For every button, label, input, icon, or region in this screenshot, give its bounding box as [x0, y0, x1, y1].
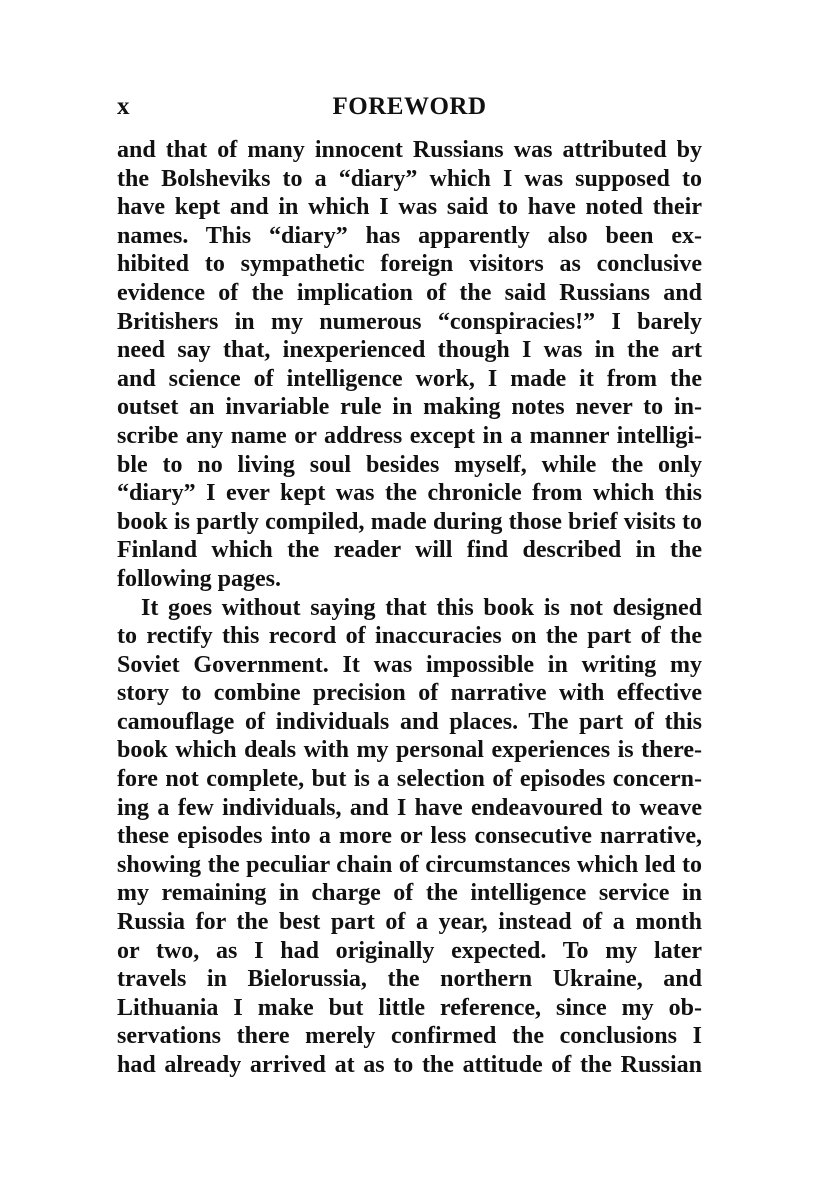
text-line: fore not complete, but is a selection of episodes concern-: [117, 766, 702, 793]
text-line: outset an invariable rule in making notes never to in-: [117, 394, 702, 421]
text-line: hibited to sympathetic foreign visitors as conclusive: [117, 251, 702, 278]
text-line: camouflage of individuals and places. The part of this: [117, 708, 702, 735]
text-line: my remaining in charge of the intelligence service in: [117, 880, 702, 907]
text-line: have kept and in which I was said to have noted their: [117, 194, 702, 221]
text-line: evidence of the implication of the said Russians and: [117, 279, 702, 306]
page-number: x: [117, 93, 130, 120]
text-line: story to combine precision of narrative with effective: [117, 680, 702, 707]
text-line: ing a few individuals, and I have endeavoured to weave: [117, 794, 702, 821]
text-line: scribe any name or address except in a manner intelligi-: [117, 422, 702, 449]
text-line: had already arrived at as to the attitude of the Russian: [117, 1052, 702, 1078]
text-line: the Bolsheviks to a “diary” which I was supposed to: [117, 165, 702, 192]
text-line: book which deals with my personal experiences is there-: [117, 737, 702, 764]
text-line: Russia for the best part of a year, instead of a month: [117, 909, 702, 936]
text-line: need say that, inexperienced though I was in the art: [117, 337, 702, 364]
text-line: “diary” I ever kept was the chronicle from which this: [117, 480, 702, 507]
text-line: and that of many innocent Russians was attributed by: [117, 137, 702, 163]
text-line: to rectify this record of inaccuracies on the part of the: [117, 623, 702, 650]
text-line: Finland which the reader will find described in the: [117, 537, 702, 564]
body-text: [117, 136, 702, 1080]
text-line: Soviet Government. It was impossible in writing my: [117, 651, 702, 678]
text-line: showing the peculiar chain of circumstances which led to: [117, 851, 702, 878]
text-line: following pages.: [117, 565, 282, 592]
running-head-title: FOREWORD: [332, 93, 487, 120]
text-line: these episodes into a more or less consecutive narrative,: [117, 823, 702, 850]
text-line: book is partly compiled, made during those brief visits to: [117, 508, 702, 535]
text-line: It goes without saying that this book is not designed: [141, 594, 702, 621]
text-line: Lithuania I make but little reference, since my ob-: [117, 994, 702, 1021]
text-line: servations there merely confirmed the conclusions I: [117, 1023, 702, 1050]
text-line: ble to no living soul besides myself, while the only: [117, 451, 702, 478]
text-line: names. This “diary” has apparently also been ex-: [117, 222, 702, 249]
text-line: Britishers in my numerous “conspiracies!” I barely: [117, 308, 702, 335]
page-header: [117, 92, 702, 122]
text-line: and science of intelligence work, I made it from the: [117, 365, 702, 392]
text-line: or two, as I had originally expected. To my later: [117, 937, 702, 964]
text-line: travels in Bielorussia, the northern Ukraine, and: [117, 966, 702, 993]
